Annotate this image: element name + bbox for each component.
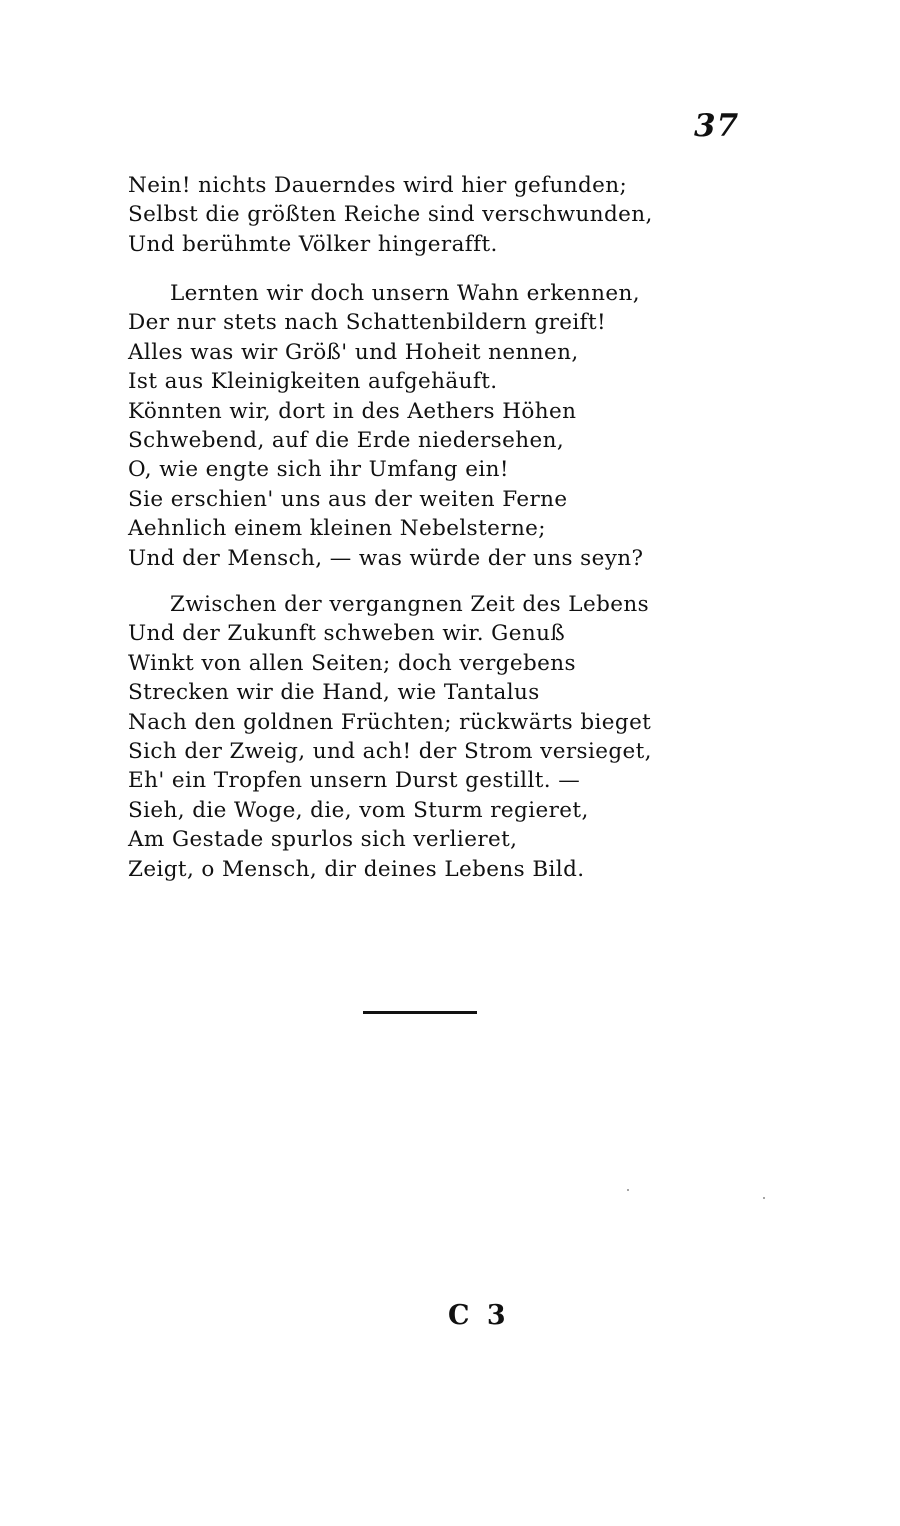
signature-mark: C 3 xyxy=(448,1300,510,1331)
verse-line: Und berühmte Völker hingerafft. xyxy=(128,231,498,257)
verse-line: Strecken wir die Hand, wie Tantalus xyxy=(128,680,540,706)
stanza-3 xyxy=(128,590,728,884)
verse-line: Lernten wir doch unsern Wahn erkennen, xyxy=(170,281,641,306)
verse-line: Selbst die größten Reiche sind verschwunden, xyxy=(128,202,653,228)
verse-line: O, wie engte sich ihr Umfang ein! xyxy=(128,457,509,483)
verse-line: Am Gestade spurlos sich verlieret, xyxy=(128,827,518,853)
verse-line: Zwischen der vergangnen Zeit des Lebens xyxy=(170,592,650,617)
paper-speck xyxy=(627,1189,629,1191)
verse-line: Sie erschien' uns aus der weiten Ferne xyxy=(128,486,568,512)
verse-line: Und der Zukunft schweben wir. Genuß xyxy=(128,621,566,647)
stanza-1 xyxy=(128,171,728,259)
verse-line: Ist aus Kleinigkeiten aufgehäuft. xyxy=(128,369,498,395)
verse-line: Winkt von allen Seiten; doch vergebens xyxy=(128,650,576,676)
verse-line: Und der Mensch, — was würde der uns seyn? xyxy=(128,545,644,571)
stanza-2 xyxy=(128,279,728,573)
section-divider xyxy=(363,1011,477,1014)
paper-speck xyxy=(763,1197,765,1199)
verse-line: Nach den goldnen Früchten; rückwärts bieget xyxy=(128,709,652,735)
verse-line: Sieh, die Woge, die, vom Sturm regieret, xyxy=(128,797,589,823)
page-number: 37 xyxy=(694,108,740,144)
verse-line: Nein! nichts Dauerndes wird hier gefunden; xyxy=(128,173,628,198)
verse-line: Der nur stets nach Schattenbildern greift! xyxy=(128,310,607,336)
verse-line: Alles was wir Größ' und Hoheit nennen, xyxy=(128,339,579,365)
verse-line: Schwebend, auf die Erde niedersehen, xyxy=(128,427,565,453)
verse-line: Zeigt, o Mensch, dir deines Lebens Bild. xyxy=(128,856,585,882)
verse-line: Aehnlich einem kleinen Nebelsterne; xyxy=(128,516,546,542)
verse-line: Könnten wir, dort in des Aethers Höhen xyxy=(128,398,577,424)
verse-line: Eh' ein Tropfen unsern Durst gestillt. — xyxy=(128,768,581,794)
verse-line: Sich der Zweig, und ach! der Strom versieget, xyxy=(128,738,652,764)
